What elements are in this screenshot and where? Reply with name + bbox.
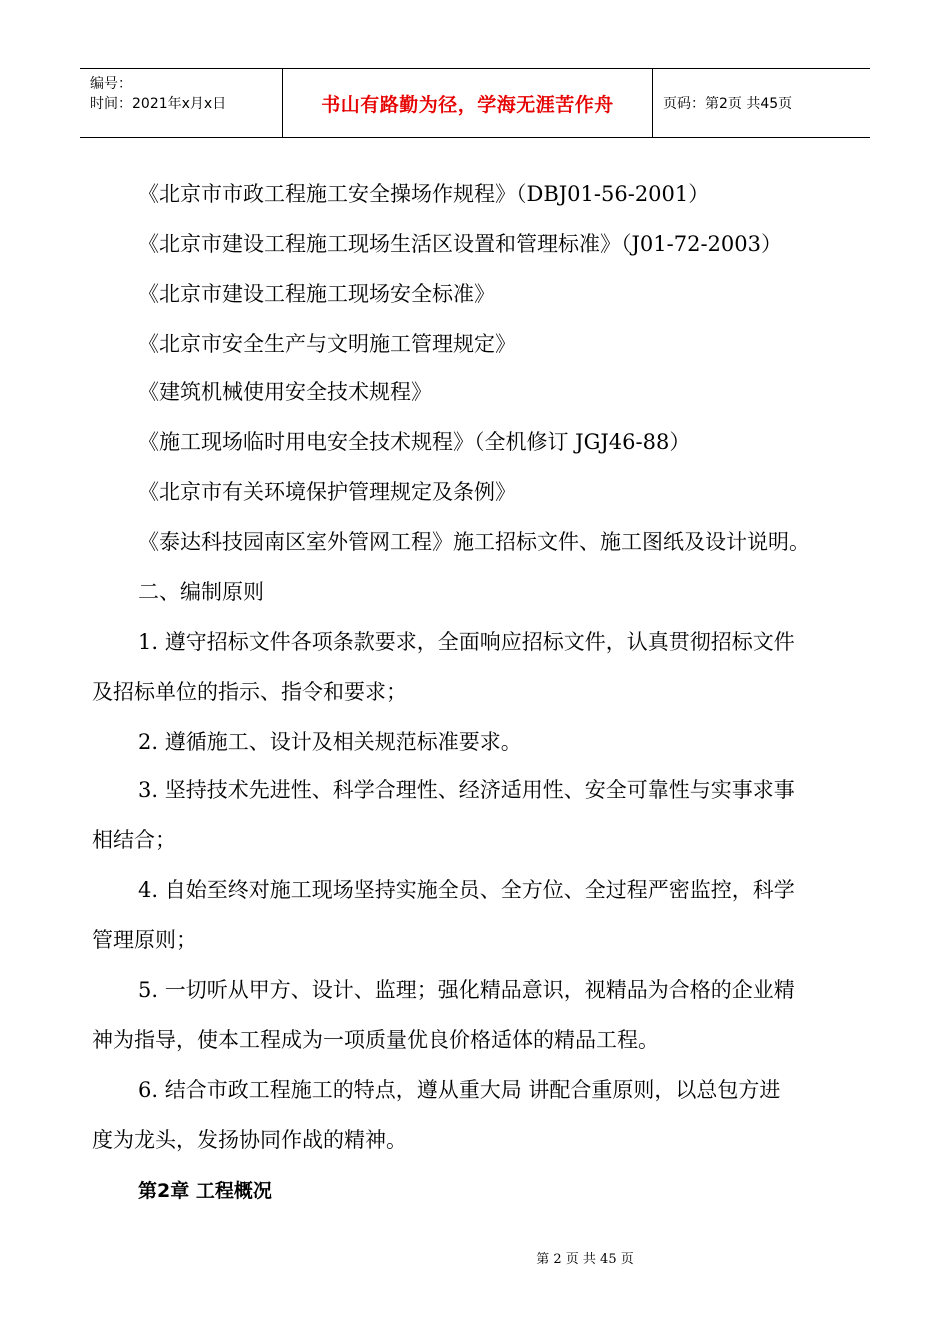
reference-line: 《北京市市政工程施工安全操场作规程》（DBJ01-56-2001）	[138, 182, 710, 206]
header-page-info: 页码：第2页 共45页	[663, 96, 793, 112]
principle-line: 相结合；	[92, 828, 176, 852]
header-motto-cell	[283, 69, 653, 137]
page-footer: 第 2 页 共 45 页	[536, 1252, 634, 1267]
reference-line: 《北京市建设工程施工现场生活区设置和管理标准》（J01-72-2003）	[138, 232, 782, 256]
code-label: 编号：	[90, 76, 132, 92]
section-heading: 二、编制原则	[138, 580, 264, 604]
principle-line: 管理原则；	[92, 928, 197, 952]
header-left-cell	[80, 69, 283, 137]
reference-line: 《施工现场临时用电安全技术规程》（全机修订 JGJ46-88）	[138, 430, 691, 454]
header-page-cell	[653, 69, 870, 137]
reference-line: 《北京市安全生产与文明施工管理规定》	[138, 332, 516, 356]
principle-line: 4. 自始至终对施工现场坚持实施全员、全方位、全过程严密监控，科学	[138, 878, 795, 902]
principle-line: 度为龙头，发扬协同作战的精神。	[92, 1128, 407, 1152]
header-motto: 书山有路勤为径，学海无涯苦作舟	[321, 93, 614, 116]
principle-line: 5. 一切听从甲方、设计、监理；强化精品意识，视精品为合格的企业精	[138, 978, 795, 1002]
principle-line: 神为指导，使本工程成为一项质量优良价格适体的精品工程。	[92, 1028, 659, 1052]
date-line: 时间：2021年x月x日	[90, 96, 227, 112]
principle-line: 1. 遵守招标文件各项条款要求，全面响应招标文件，认真贯彻招标文件	[138, 630, 795, 654]
chapter-heading: 第2章 工程概况	[138, 1180, 272, 1202]
principle-line: 3. 坚持技术先进性、科学合理性、经济适用性、安全可靠性与实事求事	[138, 778, 795, 802]
reference-line: 《北京市建设工程施工现场安全标准》	[138, 282, 495, 306]
reference-line: 《北京市有关环境保护管理规定及条例》	[138, 480, 516, 504]
principle-line: 及招标单位的指示、指令和要求；	[92, 680, 407, 704]
page-header	[80, 68, 870, 138]
principle-line: 6. 结合市政工程施工的特点，遵从重大局 讲配合重原则，以总包方进	[138, 1078, 781, 1102]
principle-line: 2. 遵循施工、设计及相关规范标准要求。	[138, 730, 522, 754]
reference-line: 《泰达科技园南区室外管网工程》施工招标文件、施工图纸及设计说明。	[138, 530, 810, 554]
reference-line: 《建筑机械使用安全技术规程》	[138, 380, 432, 404]
